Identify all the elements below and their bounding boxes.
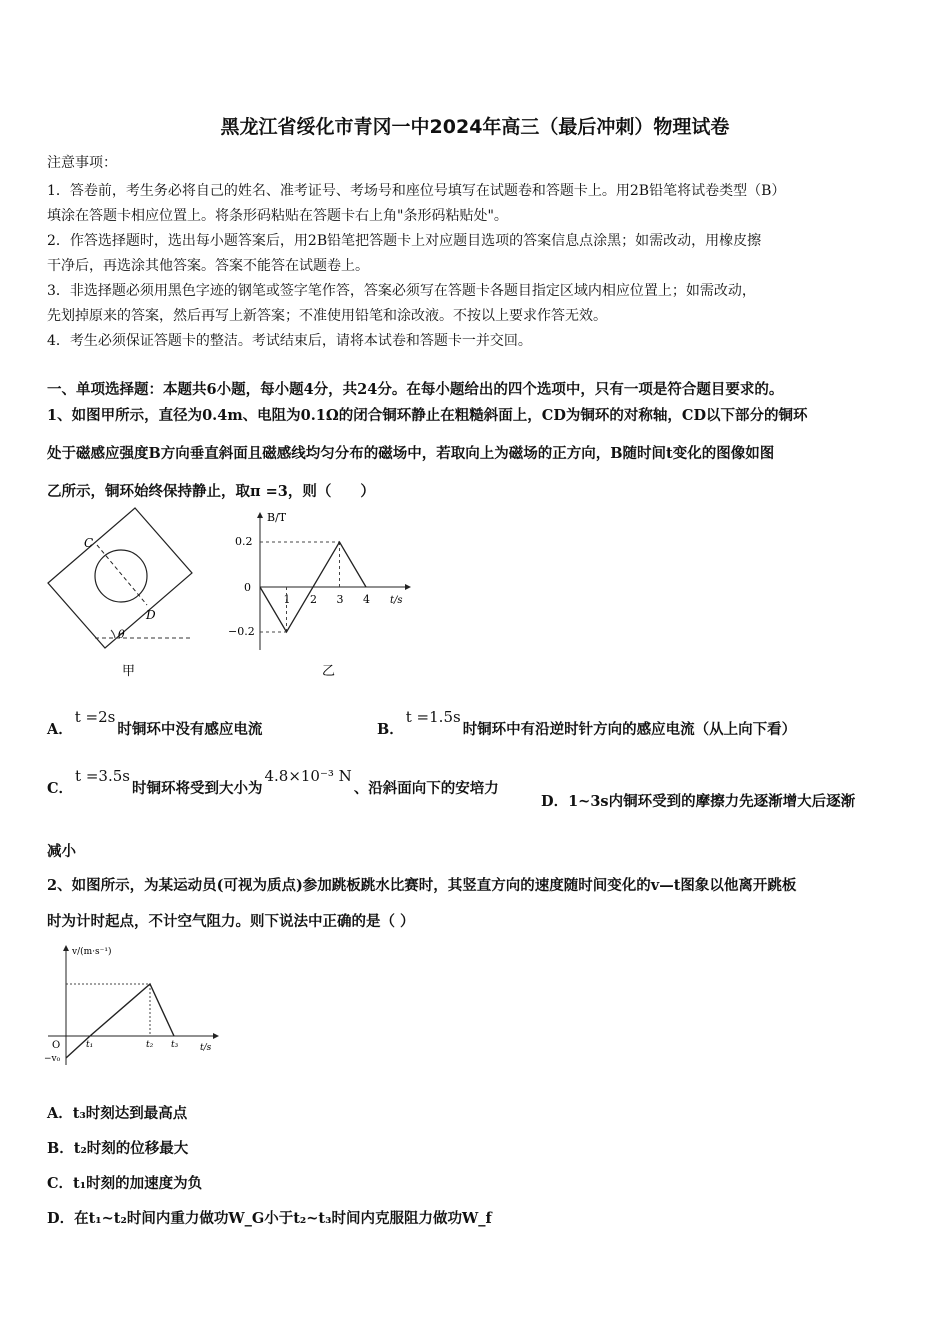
x-tick-label: 2 [310,593,317,606]
option-label: B． [377,721,404,738]
notice-heading: 注意事项： [47,155,117,171]
option-text: 、沿斜面向下的安培力 [353,780,499,797]
option-math: t =2s [74,708,116,726]
option-text: 时铜环中没有感应电流 [117,721,263,738]
question-1-text: 1、如图甲所示，直径为0.4m、电阻为0.1Ω的闭合铜环静止在粗糙斜面上，CD为铜环的对称轴，CD以下部分的铜环 [47,407,808,424]
q1-option-b[interactable] [377,708,797,739]
q2-option-a[interactable]: A．t₃时刻达到最高点 [47,1105,188,1122]
option-math: t =3.5s [75,767,130,785]
x-axis-label: t/s [390,595,403,606]
notice-line: 4．考生必须保证答题卡的整洁。考试结束后，请将本试卷和答题卡一并交回。 [47,333,532,349]
figure-yi [222,505,422,685]
y-axis-label: v/(m·s⁻¹) [72,947,112,957]
label-theta: θ [118,628,125,641]
label-d: D [146,608,156,622]
origin-label: O [52,1040,61,1051]
v-t-curve [66,984,174,1058]
y-tick-label: −0.2 [228,625,255,638]
q1-option-d-continued: 减小 [47,843,76,860]
page-title: 黑龙江省绥化市青冈一中2024年高三（最后冲刺）物理试卷 [220,116,730,138]
q1-option-a[interactable] [47,708,263,739]
y-tick-label: 0 [244,581,251,594]
question-2-text: 2、如图所示，为某运动员(可视为质点)参加跳板跳水比赛时，其竖直方向的速度随时间变化的v—t图象以他离开跳板 [47,877,797,894]
option-math: t =1.5s [405,708,461,726]
question-1-text: 处于磁感应强度B方向垂直斜面且磁感线均匀分布的磁场中，若取向上为磁场的正方向，B随时间t变化的图像如图 [47,445,775,462]
option-label: C． [47,780,74,797]
y-axis-label: B/T [267,511,287,524]
q2-option-c[interactable]: C．t₁时刻的加速度为负 [47,1175,203,1192]
x-tick-label: 3 [336,593,344,606]
x-tick-label: 4 [363,593,370,606]
question-2-text: 时为计时起点，不计空气阻力。则下说法中正确的是（ ） [47,913,415,930]
option-text: 时铜环将受到大小为 [131,780,263,797]
question-1-text: 乙所示，铜环始终保持静止，取π =3，则（ ） [47,483,375,500]
notice-line: 填涂在答题卡相应位置上。将条形码粘贴在答题卡右上角"条形码粘贴处"。 [47,208,508,224]
option-math: 4.8×10⁻³ N [264,767,352,785]
angle-arc [111,630,115,638]
x-tick-label: 1 [283,593,291,606]
notice-line: 1．答卷前，考生务必将自己的姓名、准考证号、考场号和座位号填写在试题卷和答题卡上。用2B铅笔将试卷类型（B） [47,183,786,199]
incline-board [48,508,192,648]
tick-label: t₁ [86,1040,94,1050]
y-tick-label: 0.2 [235,535,253,548]
x-axis-label: t/s [200,1043,212,1053]
q2-option-d[interactable]: D．在t₁~t₂时间内重力做功W_G小于t₂~t₃时间内克服阻力做功W_f [47,1210,492,1227]
copper-ring [95,550,147,602]
notice-line: 干净后，再选涂其他答案。答案不能答在试题卷上。 [47,258,369,274]
section-heading: 一、单项选择题：本题共6小题，每小题4分，共24分。在每小题给出的四个选项中，只有一项是符合题目要求的。 [47,381,784,398]
option-text: D．1~3s内铜环受到的摩擦力先逐渐增大后逐渐 [541,793,856,810]
q1-option-c[interactable] [47,767,499,798]
q1-option-d[interactable] [541,790,855,811]
option-label: A． [47,721,73,738]
notice-line: 2．作答选择题时，选出每小题答案后，用2B铅笔把答题卡上对应题目选项的答案信息点涂黑；如需改动，用橡皮擦 [47,233,762,249]
tick-label: t₃ [171,1040,179,1050]
option-text: 时铜环中有沿逆时针方向的感应电流（从上向下看） [462,721,797,738]
tick-label: t₂ [146,1040,154,1050]
figure-caption: 乙 [322,664,336,679]
label-c: C [84,536,94,550]
figure-v-t [40,940,230,1075]
notice-line: 先划掉原来的答案，然后再写上新答案；不准使用铅笔和涂改液。不按以上要求作答无效。 [47,308,607,324]
q2-option-b[interactable]: B．t₂时刻的位移最大 [47,1140,189,1157]
v0-label: −v₀ [44,1054,61,1064]
notice-line: 3．非选择题必须用黑色字迹的钢笔或签字笔作答，答案必须写在答题卡各题目指定区域内相应位置上；如需改动， [47,283,756,299]
figure-jia [40,505,210,685]
figure-caption: 甲 [122,664,136,679]
